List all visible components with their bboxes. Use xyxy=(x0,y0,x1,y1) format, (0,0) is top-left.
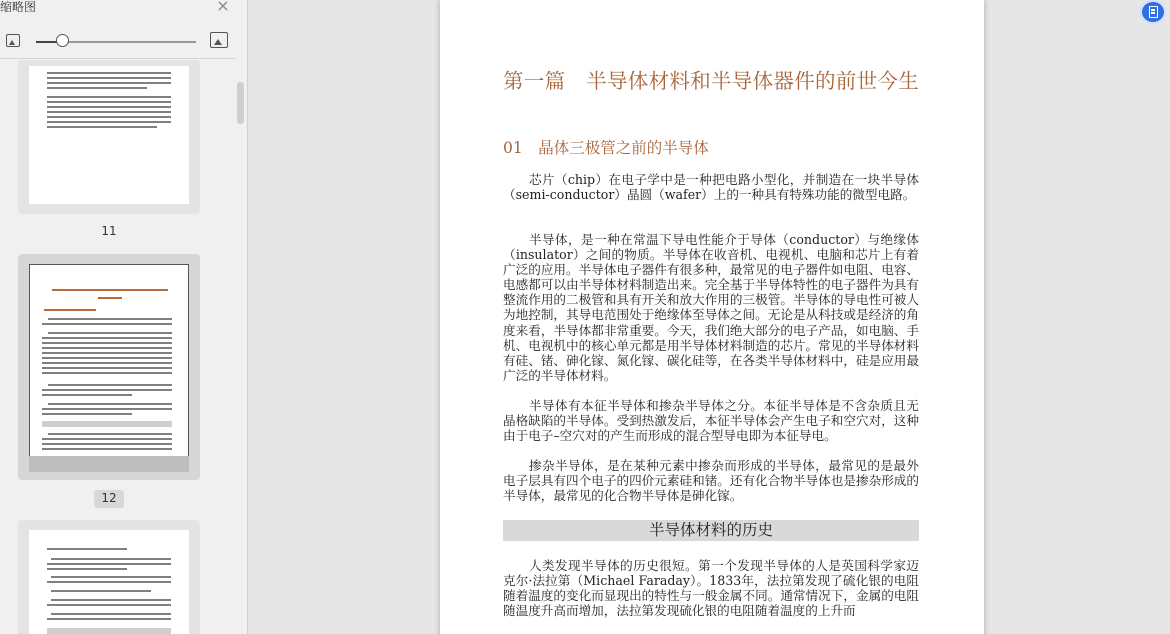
thumbnail-page-image xyxy=(29,530,189,634)
image-small-icon[interactable] xyxy=(6,34,20,47)
thumbnail-page-image xyxy=(29,264,189,464)
document-view[interactable] xyxy=(248,0,1170,634)
thumbnail-page-number: 11 xyxy=(101,224,117,238)
thumbnail-page-11[interactable] xyxy=(18,60,200,214)
document-convert-icon xyxy=(1149,6,1158,18)
thumbnail-page-number: 12 xyxy=(94,490,124,508)
sidebar-title: 缩略图 xyxy=(0,0,37,14)
thumbnail-page-footer xyxy=(29,456,189,472)
sidebar-divider xyxy=(0,58,236,59)
document-convert-button[interactable] xyxy=(1140,0,1166,24)
subsection-title-banner: 半导体材料的历史 xyxy=(503,520,919,541)
close-icon[interactable]: × xyxy=(216,0,230,15)
document-page xyxy=(440,0,984,634)
paragraph-doped: 掺杂半导体，是在某种元素中掺杂而形成的半导体，最常见的是最外电子层具有四个电子的四价元素硅和锗。还有化合物半导体也是掺杂形成的半导体，最常见的化合物半导体是砷化镓。 xyxy=(503,458,919,504)
paragraph-chip: 芯片（chip）在电子学中是一种把电路小型化，并制造在一块半导体（semi-conductor）晶圆（wafer）上的一种具有特殊功能的微型电路。 xyxy=(503,172,919,203)
thumbnail-size-toolbar xyxy=(0,28,240,56)
thumbnail-page-13[interactable] xyxy=(18,520,200,634)
image-large-icon[interactable] xyxy=(210,32,228,48)
paragraph-semiconductor: 半导体，是一种在常温下导电性能介于导体（conductor）与绝缘体（insulator）之间的物质。半导体在收音机、电视机、电脑和芯片上有着广泛的应用。半导体电子器件有很多种，最常见的电子器件如电阻、电容、电感都可以由半导体材料制造出来。完全基于半导体特性的电子器件为具有整流作用的二极管和具有开关和放大作用的三极管。半导体的导电性可被人为地控制，其导电范围处于绝缘体至导体之间。无论是从科技或是经济的角度来看，半导体都非常重要。今天，我们绝大部分的电子产品，如电脑、手机、电视机中的核心单元都是用半导体材料制造的芯片。常见的半导体材料有硅、锗、砷化镓、氮化镓、碳化硅等，在各类半导体材料中，硅是应用最广泛的半导体材料。 xyxy=(503,232,919,383)
zoom-slider-handle[interactable] xyxy=(56,34,69,47)
paragraph-intrinsic: 半导体有本征半导体和掺杂半导体之分。本征半导体是不含杂质且无晶格缺陷的半导体。受到热激发后，本征半导体会产生电子和空穴对，这种由于电子–空穴对的产生而形成的混合型导电即为本征导电。 xyxy=(503,398,919,444)
sidebar-scrollbar[interactable] xyxy=(237,82,244,124)
paragraph-history: 人类发现半导体的历史很短。第一个发现半导体的人是英国科学家迈克尔·法拉第（Michael Faraday）。1833年，法拉第发现了硫化银的电阻随着温度的变化而显现出的特性与一般金属不同。通常情况下，金属的电阻随温度升高而增加，法拉第发现硫化银的电阻随着温度的上升而 xyxy=(503,558,919,619)
section-title: 01 晶体三极管之前的半导体 xyxy=(503,139,709,157)
chapter-title: 第一篇 半导体材料和半导体器件的前世今生 xyxy=(503,69,919,93)
thumbnail-sidebar xyxy=(0,0,248,634)
thumbnail-page-image xyxy=(29,66,189,204)
thumbnail-page-12[interactable] xyxy=(18,254,200,480)
